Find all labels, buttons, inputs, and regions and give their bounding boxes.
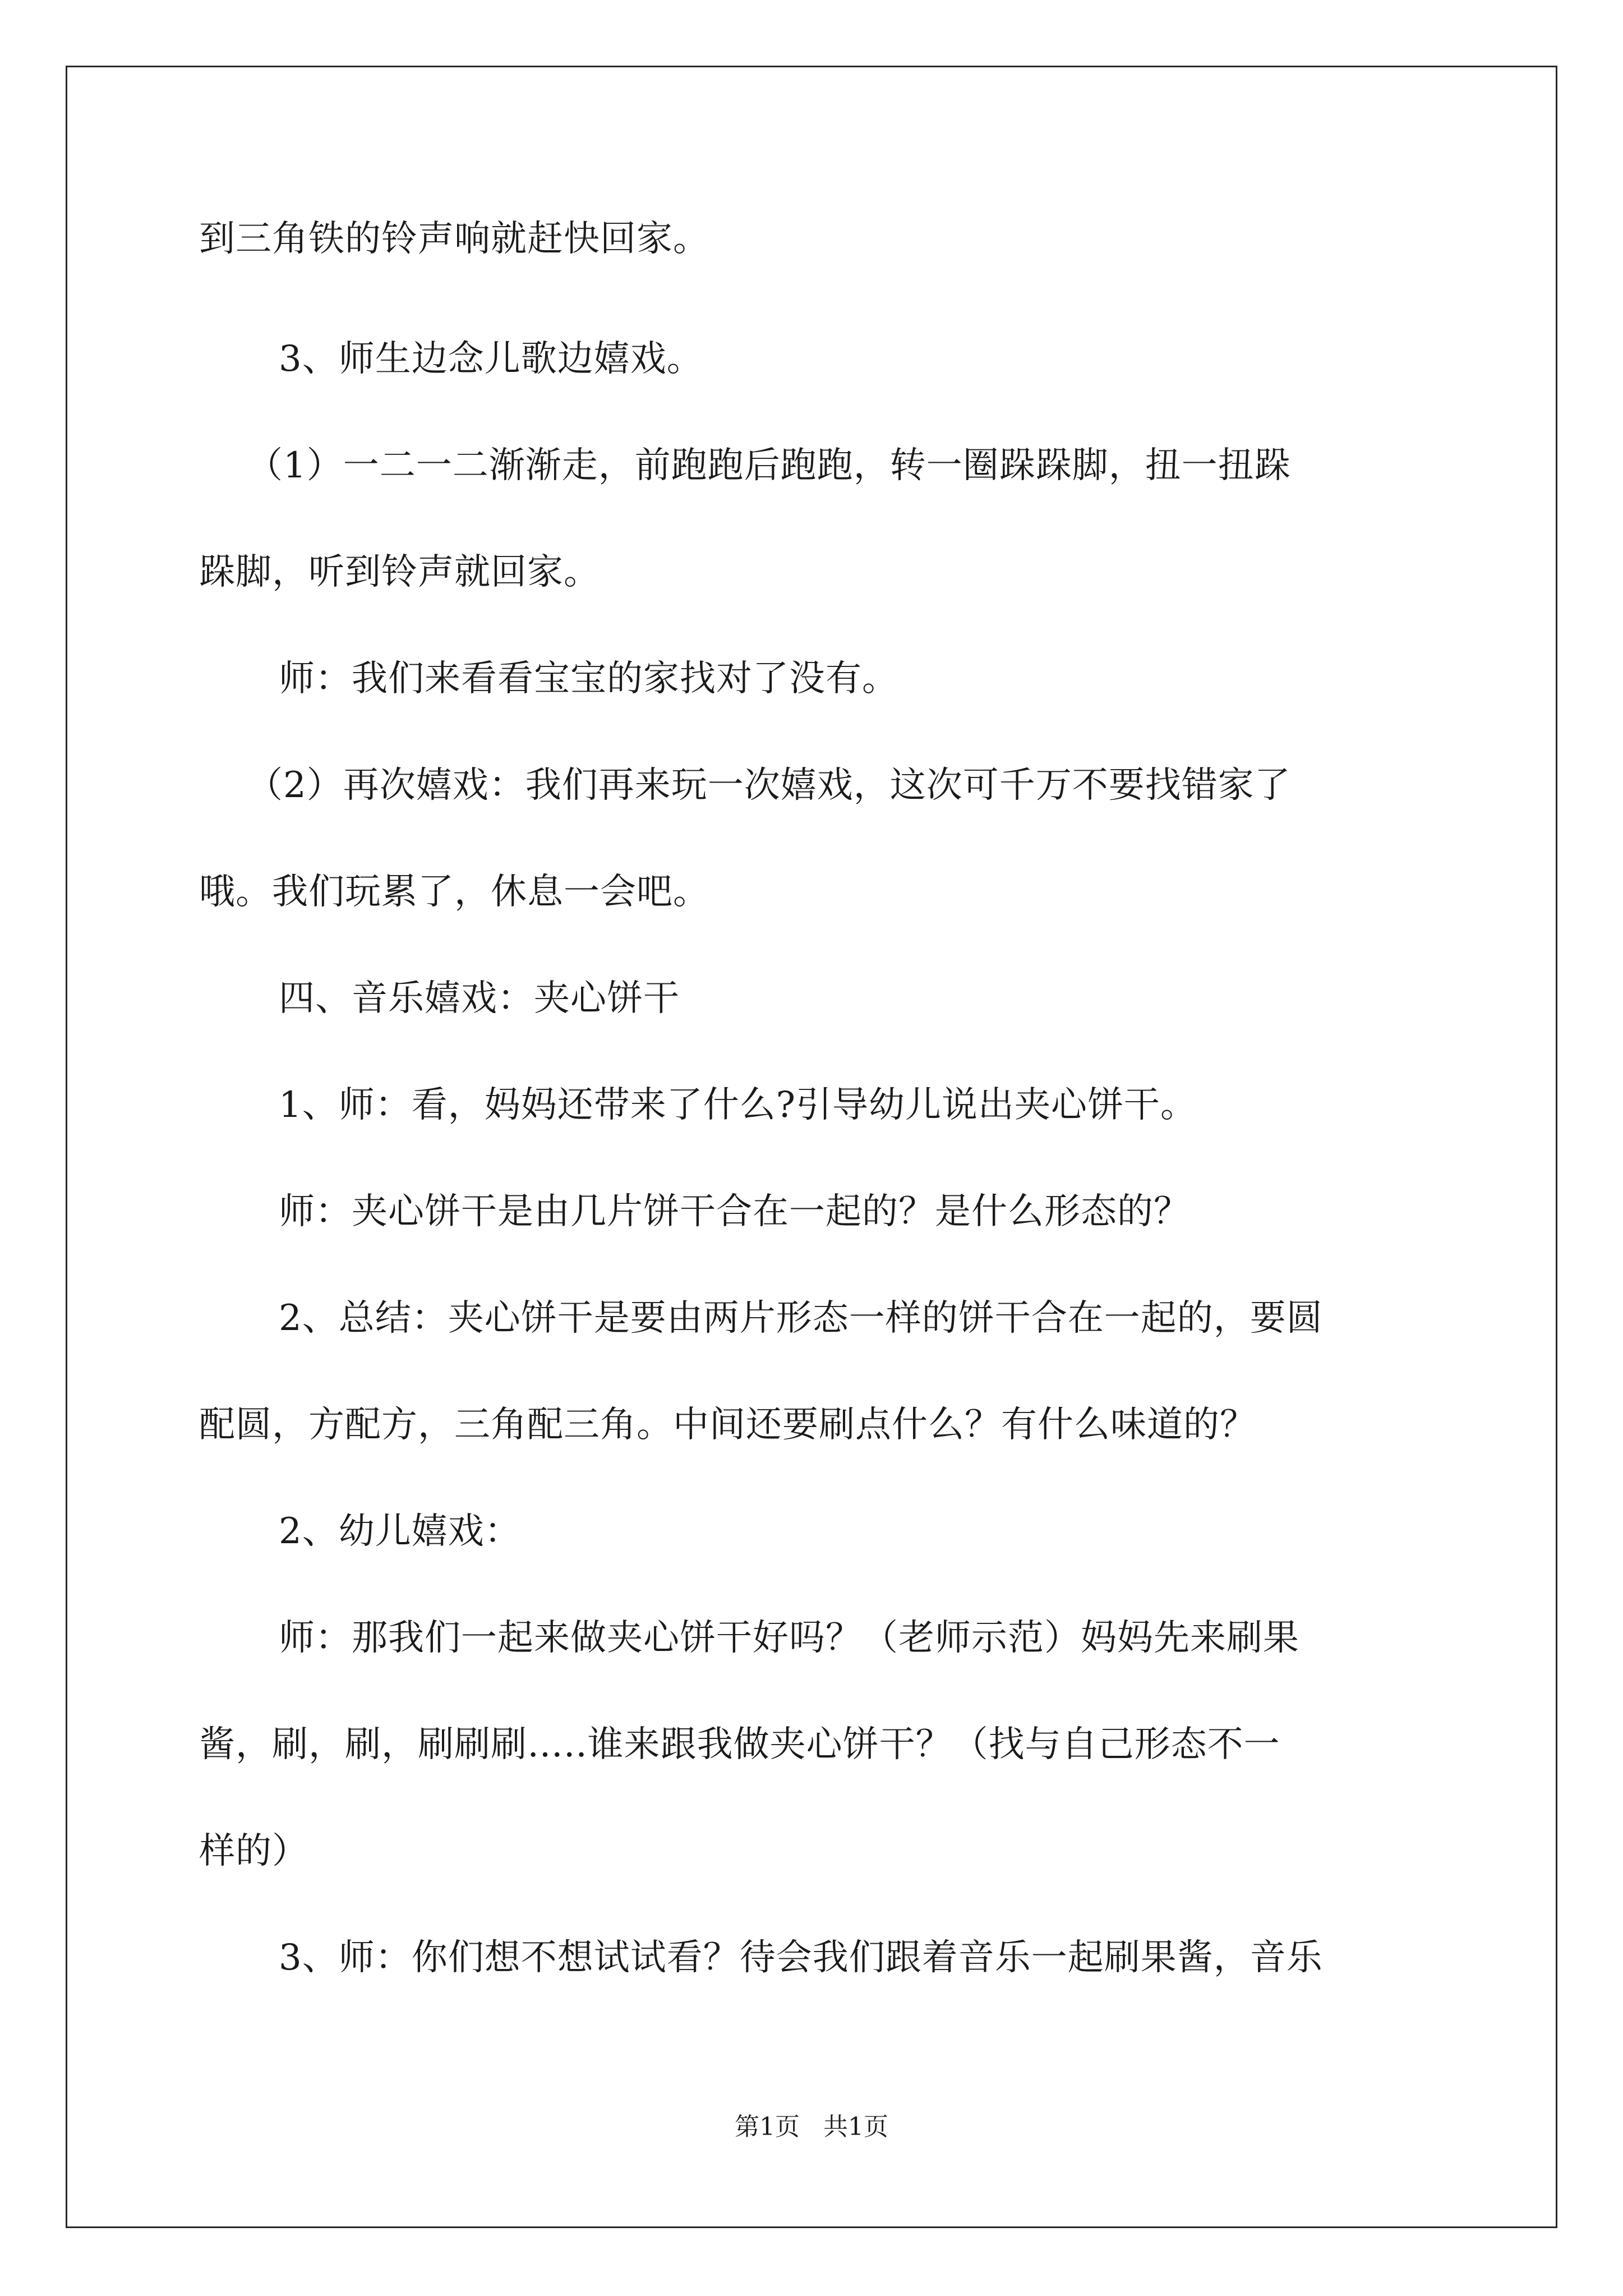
- text-line-13: 2、幼儿嬉戏：: [279, 1511, 521, 1552]
- page-number-footer: 第1页 共1页: [735, 2113, 888, 2141]
- text-line-14: 师：那我们一起来做夹心饼干好吗？（老师示范）妈妈先来刷果: [279, 1617, 1299, 1659]
- text-line-2: 3、师生边念儿歌边嬉戏。: [279, 338, 703, 380]
- text-line-6: （2）再次嬉戏：我们再来玩一次嬉戏，这次可千万不要找错家了: [247, 765, 1291, 806]
- text-line-11: 2、总结：夹心饼干是要由两片形态一样的饼干合在一起的，要圆: [279, 1297, 1323, 1339]
- text-line-4: 跺脚，听到铃声就回家。: [199, 551, 600, 593]
- text-line-7: 哦。我们玩累了，休息一会吧。: [199, 871, 709, 913]
- text-line-17: 3、师：你们想不想试试看？待会我们跟着音乐一起刷果酱，音乐: [279, 1937, 1323, 1978]
- section-heading: 四、音乐嬉戏：夹心饼干: [279, 978, 680, 1019]
- text-line-5: 师：我们来看看宝宝的家找对了没有。: [279, 658, 898, 700]
- page-frame: [66, 66, 1557, 2228]
- text-line-1: 到三角铁的铃声响就赶快回家。: [199, 218, 709, 260]
- text-line-15: 酱，刷，刷，刷刷刷…..谁来跟我做夹心饼干？（找与自己形态不一: [199, 1724, 1280, 1765]
- text-line-9: 1、师：看，妈妈还带来了什么?引导幼儿说出夹心饼干。: [279, 1084, 1197, 1126]
- text-line-12: 配圆，方配方，三角配三角。中间还要刷点什么？有什么味道的？: [199, 1404, 1256, 1446]
- text-line-10: 师：夹心饼干是由几片饼干合在一起的？是什么形态的？: [279, 1191, 1190, 1232]
- text-line-16: 样的）: [199, 1830, 308, 1872]
- text-line-3: （1）一二一二渐渐走，前跑跑后跑跑，转一圈跺跺脚，扭一扭跺: [247, 445, 1291, 486]
